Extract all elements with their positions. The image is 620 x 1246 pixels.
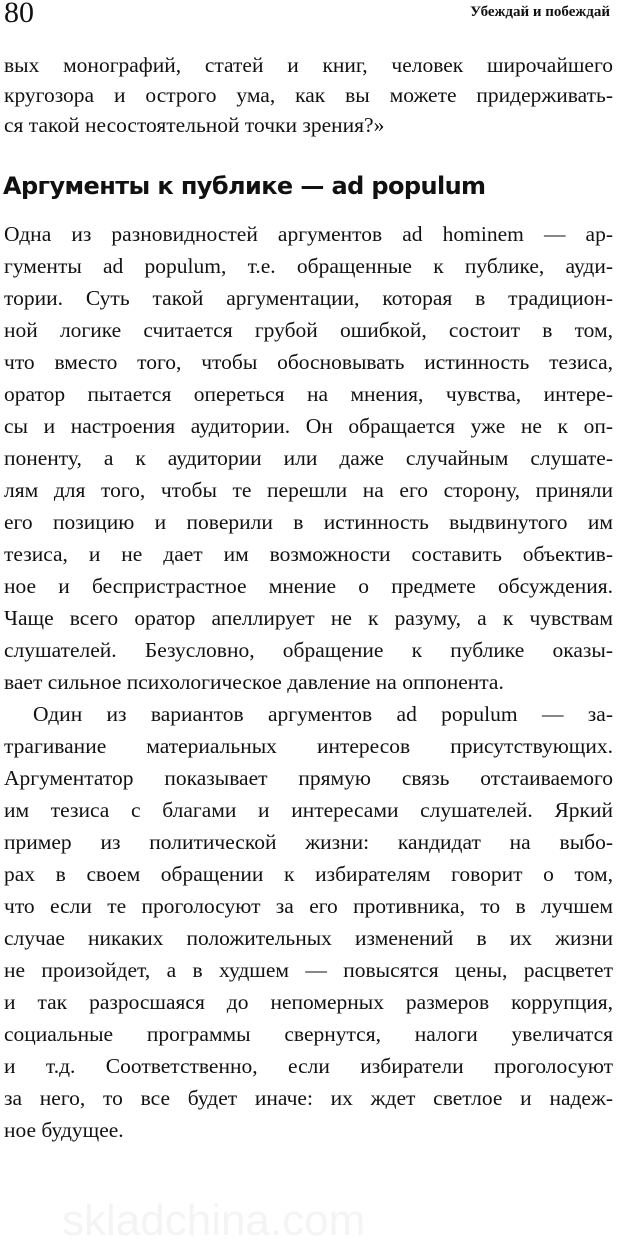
text-line: Чаще всего оратор апеллирует не к разуму, а к чувствам (4, 606, 613, 630)
text-line: ной логике считается грубой ошибкой, состоит в том, (4, 318, 613, 342)
text-line: что вместо того, чтобы обосновывать истинность тезиса, (4, 350, 613, 374)
section-heading: Аргументы к публике — ad populum (3, 172, 486, 200)
text-line: Аргументатор показывает прямую связь отстаиваемого (4, 766, 613, 790)
text-line: социальные программы свернутся, налоги увеличатся (4, 1022, 613, 1046)
text-line: случае никаких положительных изменений в их жизни (4, 926, 613, 950)
text-line: сы и настроения аудитории. Он обращается уже не к оп- (4, 414, 613, 438)
text-line: за него, то все будет иначе: их ждет светлое и надеж- (4, 1086, 613, 1110)
text-line: им тезиса с благами и интересами слушателей. Яркий (4, 798, 613, 822)
text-line: лям для того, чтобы те перешли на его сторону, приняли (4, 478, 613, 502)
page-number: 80 (4, 0, 34, 29)
text-line: не произойдет, а в худшем — повысятся цены, расцветет (4, 958, 613, 982)
text-line: оратор пытается опереться на мнения, чувства, интере- (4, 382, 613, 406)
text-line: поненту, а к аудитории или даже случайным слушате- (4, 446, 613, 470)
text-line: пример из политической жизни: кандидат на выбо- (4, 830, 613, 854)
text-line: его позицию и поверили в истинность выдвинутого им (4, 510, 613, 534)
running-head: Убеждай и побеждай (470, 4, 610, 20)
text-line: ное и беспристрастное мнение о предмете обсуждения. (4, 574, 613, 598)
text-line: слушателей. Безусловно, обращение к публике оказы- (4, 638, 613, 662)
watermark: skladchina.com (62, 1196, 366, 1245)
text-line: гументы ad populum, т.е. обращенные к публике, ауди- (4, 254, 613, 278)
text-line: и т.д. Соответственно, если избиратели проголосуют (4, 1054, 613, 1078)
text-line: что если те проголосуют за его противника, то в лучшем (4, 894, 613, 918)
text-line: и так разросшаяся до непомерных размеров коррупция, (4, 990, 613, 1014)
text-line: кругозора и острого ума, как вы можете придерживать- (4, 83, 613, 107)
text-line: Одна из разновидностей аргументов ad hominem — ар- (4, 222, 613, 246)
text-line: вых монографий, статей и книг, человек широчайшего (4, 53, 613, 77)
text-line: тории. Суть такой аргументации, которая в традицион- (4, 286, 613, 310)
text-line: трагивание материальных интересов присутствующих. (4, 734, 613, 758)
text-line: ное будущее. (4, 1118, 124, 1142)
text-line: тезиса, и не дает им возможности составить объектив- (4, 542, 613, 566)
text-line: вает сильное психологическое давление на оппонента. (4, 670, 504, 694)
text-line: ся такой несостоятельной точки зрения?» (4, 113, 385, 137)
text-line: Один из вариантов аргументов ad populum — за- (33, 702, 613, 726)
text-line: рах в своем обращении к избирателям говорит о том, (4, 862, 613, 886)
